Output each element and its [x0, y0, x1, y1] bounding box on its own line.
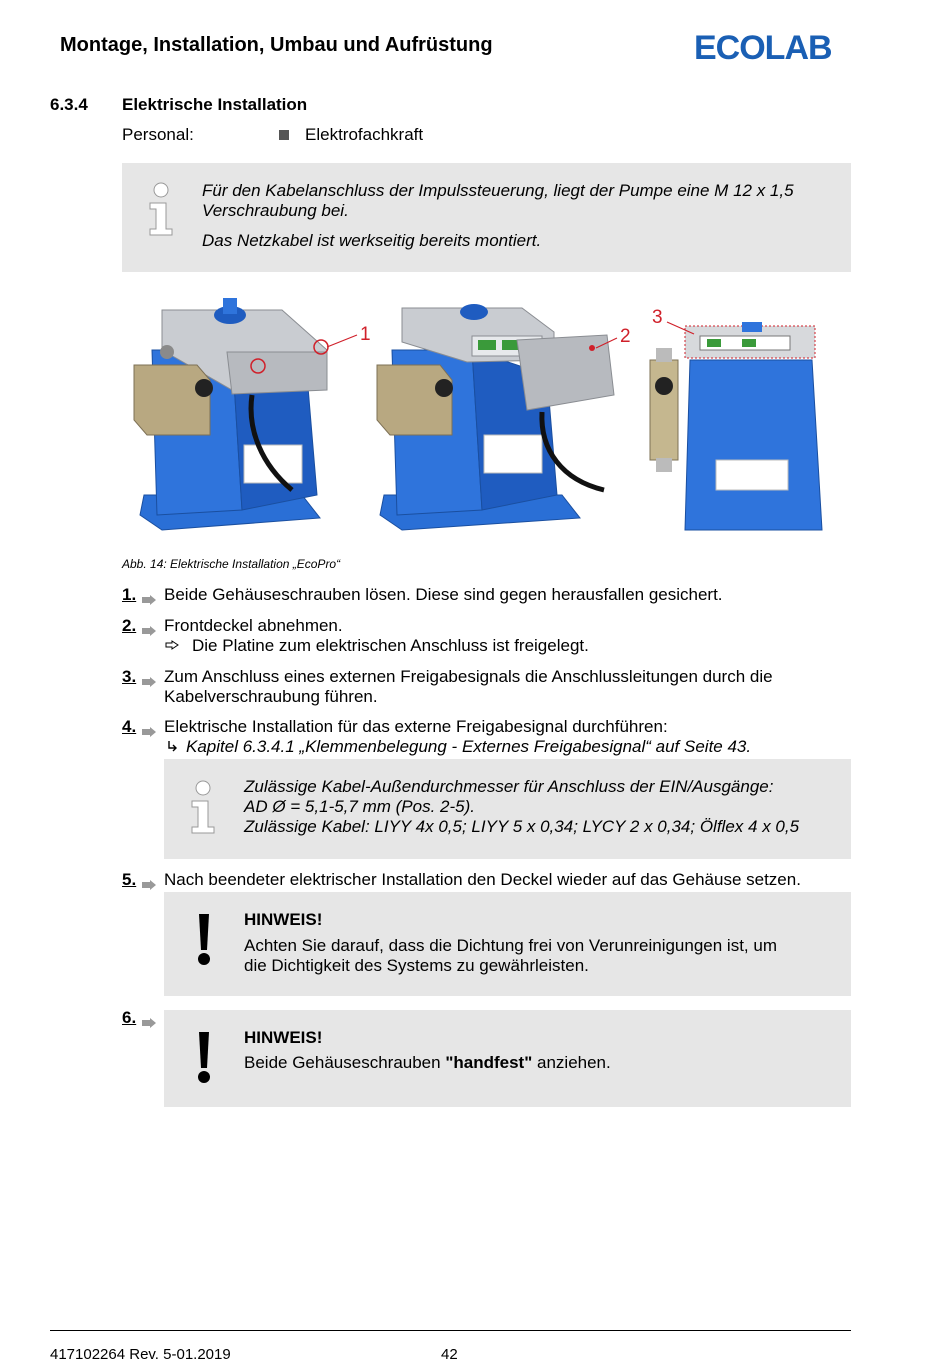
step-2-result: Die Platine zum elektrischen Anschluss ist freigelegt. [192, 636, 589, 655]
step-arrow-icon [142, 1018, 156, 1028]
footer-document-id: 417102264 Rev. 5-01.2019 [50, 1346, 231, 1363]
logo-text: ECOLAB [694, 29, 832, 64]
step-3-line1: Zum Anschluss eines externen Freigabesignals die Anschlussleitungen durch die [164, 667, 773, 686]
step-arrow-icon [142, 727, 156, 737]
step-4-link[interactable]: Kapitel 6.3.4.1 „Klemmenbelegung - Externes Freigabesignal“ auf Seite 43. [186, 737, 752, 756]
personnel-value: Elektrofachkraft [305, 125, 424, 144]
notice-1-line1: Achten Sie darauf, dass die Dichtung frei von Verunreinigungen ist, um [244, 936, 777, 955]
exclamation-icon [196, 914, 212, 966]
footer-divider [50, 1330, 851, 1331]
info-box-2-line1: Zulässige Kabel-Außendurchmesser für Anschluss der EIN/Ausgänge: [244, 777, 774, 796]
info-box-1 [122, 163, 851, 272]
step-2-number: 2. [122, 616, 137, 635]
notice-2-text-before: Beide Gehäuseschrauben [244, 1053, 446, 1072]
info-box-2-line3: Zulässige Kabel: LIYY 4x 0,5; LIYY 5 x 0,34; LYCY 2 x 0,34; Ölflex 4 x 0,5 [244, 817, 800, 836]
notice-2-title: HINWEIS! [244, 1028, 323, 1047]
step-4-text: Elektrische Installation für das externe Freigabesignal durchführen: [164, 717, 668, 736]
step-6-number: 6. [122, 1008, 137, 1027]
step-5-text: Nach beendeter elektrischer Installation den Deckel wieder auf das Gehäuse setzen. [164, 870, 801, 889]
ecolab-logo [692, 28, 842, 64]
step-5-number: 5. [122, 870, 137, 889]
pump-illustration-1 [134, 298, 357, 530]
step-arrow-icon [142, 626, 156, 636]
exclamation-icon [196, 1032, 212, 1084]
notice-box-1 [164, 892, 851, 996]
personnel-label: Personal: [122, 125, 194, 144]
cross-reference-icon [165, 740, 181, 754]
pump-illustration-2 [377, 304, 617, 530]
step-arrow-icon [142, 595, 156, 605]
installation-figure [122, 290, 832, 540]
step-arrow-icon [142, 677, 156, 687]
info-icon [186, 779, 220, 835]
step-1-number: 1. [122, 585, 137, 604]
callout-2: 2 [620, 326, 631, 347]
step-3-number: 3. [122, 667, 137, 686]
footer-page-number: 42 [441, 1346, 458, 1363]
callout-1: 1 [360, 324, 371, 345]
figure-caption: Abb. 14: Elektrische Installation „EcoPro“ [122, 557, 341, 571]
info-box-2 [164, 759, 851, 859]
info-icon [144, 181, 178, 237]
notice-1-line2: die Dichtigkeit des Systems zu gewährleisten. [244, 956, 589, 975]
step-2-text: Frontdeckel abnehmen. [164, 616, 343, 635]
header-title: Montage, Installation, Umbau und Aufrüstung [60, 34, 493, 56]
step-1-text: Beide Gehäuseschrauben lösen. Diese sind gegen herausfallen gesichert. [164, 585, 723, 604]
section-title: Elektrische Installation [122, 95, 308, 114]
info-box-1-line2: Verschraubung bei. [202, 201, 349, 220]
notice-2-text-after: anziehen. [532, 1053, 611, 1072]
info-box-2-line2: AD Ø = 5,1-5,7 mm (Pos. 2-5). [244, 797, 475, 816]
pump-illustration-3 [650, 322, 822, 530]
step-4-number: 4. [122, 717, 137, 736]
callout-3: 3 [652, 307, 663, 328]
notice-box-2 [164, 1010, 851, 1107]
notice-2-text-bold: "handfest" [445, 1053, 533, 1072]
section-number: 6.3.4 [50, 95, 88, 114]
notice-2-text [244, 1053, 611, 1073]
step-arrow-icon [142, 880, 156, 890]
square-bullet-icon [279, 130, 289, 140]
info-box-1-line1: Für den Kabelanschluss der Impulssteuerung, liegt der Pumpe eine M 12 x 1,5 [202, 181, 794, 200]
info-box-1-line3: Das Netzkabel ist werkseitig bereits montiert. [202, 231, 542, 250]
result-arrow-icon [165, 640, 179, 650]
notice-1-title: HINWEIS! [244, 910, 323, 929]
step-3-line2: Kabelverschraubung führen. [164, 687, 378, 706]
